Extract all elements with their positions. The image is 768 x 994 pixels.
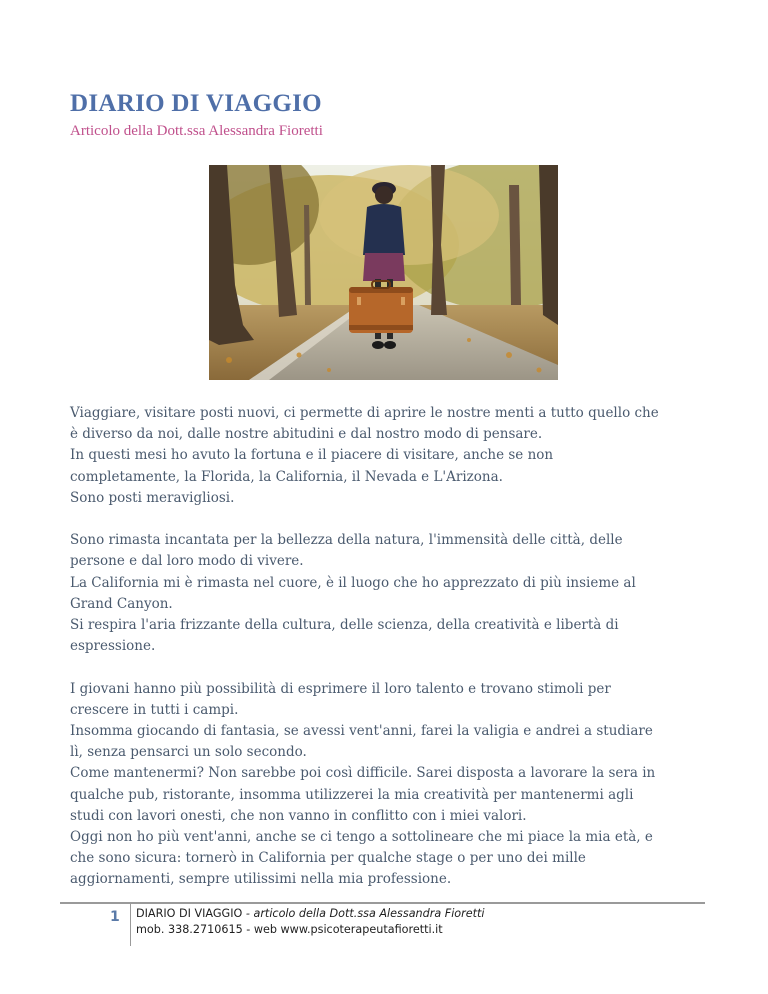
paragraph xyxy=(70,530,730,657)
text-line: è diverso da noi, dalle nostre abitudini e dal nostro modo di pensare. xyxy=(70,426,543,443)
text-line: I giovani hanno più possibilità di esprimere il loro talento e trovano stimoli per xyxy=(70,680,611,697)
text-line: che sono sicura: tornerò in California per qualche stage o per uno dei mille xyxy=(70,850,586,867)
text-line: studi con lavori onesti, che non vanno in conflitto con i miei valori. xyxy=(70,807,527,824)
document-title: DIARIO DI VIAGGIO xyxy=(70,90,322,117)
text-line: espressione. xyxy=(70,638,156,655)
article-byline: Articolo della Dott.ssa Alessandra Fioretti xyxy=(70,123,323,139)
text-line: Sono rimasta incantata per la bellezza della natura, l'immensità delle città, delle xyxy=(70,532,623,549)
text-line: aggiornamenti, sempre utilissimi nella mia professione. xyxy=(70,871,452,888)
footer-contact: mob. 338.2710615 - web www.psicoterapeutafioretti.it xyxy=(136,923,443,936)
text-line: lì, senza pensarci un solo secondo. xyxy=(70,744,307,761)
text-line: qualche pub, ristorante, insomma utilizzerei la mia creatività per mantenermi agli xyxy=(70,786,634,803)
text-line: Viaggiare, visitare posti nuovi, ci permette di aprire le nostre menti a tutto quello che xyxy=(70,405,659,421)
footer-divider xyxy=(60,902,705,904)
text-line: Sono posti meravigliosi. xyxy=(70,489,235,506)
text-line: completamente, la Florida, la California, il Nevada e L'Arizona. xyxy=(70,468,503,485)
footer-vertical-divider xyxy=(130,904,131,946)
paragraph xyxy=(70,403,730,509)
text-line: persone e dal loro modo di vivere. xyxy=(70,553,304,570)
page-footer xyxy=(136,906,485,938)
text-line: La California mi è rimasta nel cuore, è il luogo che ho apprezzato di più insieme al xyxy=(70,574,636,591)
footer-subtitle: - articolo della Dott.ssa Alessandra Fioretti xyxy=(242,907,485,920)
page-number: 1 xyxy=(110,909,120,925)
text-line: In questi mesi ho avuto la fortuna e il piacere di visitare, anche se non xyxy=(70,447,554,464)
text-line: Oggi non ho più vent'anni, anche se ci tengo a sottolineare che mi piace la mia età, e xyxy=(70,829,653,846)
woman-with-suitcase-photo xyxy=(209,165,558,380)
article-body xyxy=(70,403,730,912)
footer-title: DIARIO DI VIAGGIO xyxy=(136,907,243,920)
paragraph xyxy=(70,679,730,891)
text-line: Si respira l'aria frizzante della cultura, delle scienza, della creatività e libertà di xyxy=(70,617,619,634)
text-line: crescere in tutti i campi. xyxy=(70,701,239,718)
text-line: Insomma giocando di fantasia, se avessi vent'anni, farei la valigia e andrei a studiare xyxy=(70,723,653,740)
text-line: Grand Canyon. xyxy=(70,595,173,612)
text-line: Come mantenermi? Non sarebbe poi così difficile. Sarei disposta a lavorare la sera in xyxy=(70,765,656,782)
